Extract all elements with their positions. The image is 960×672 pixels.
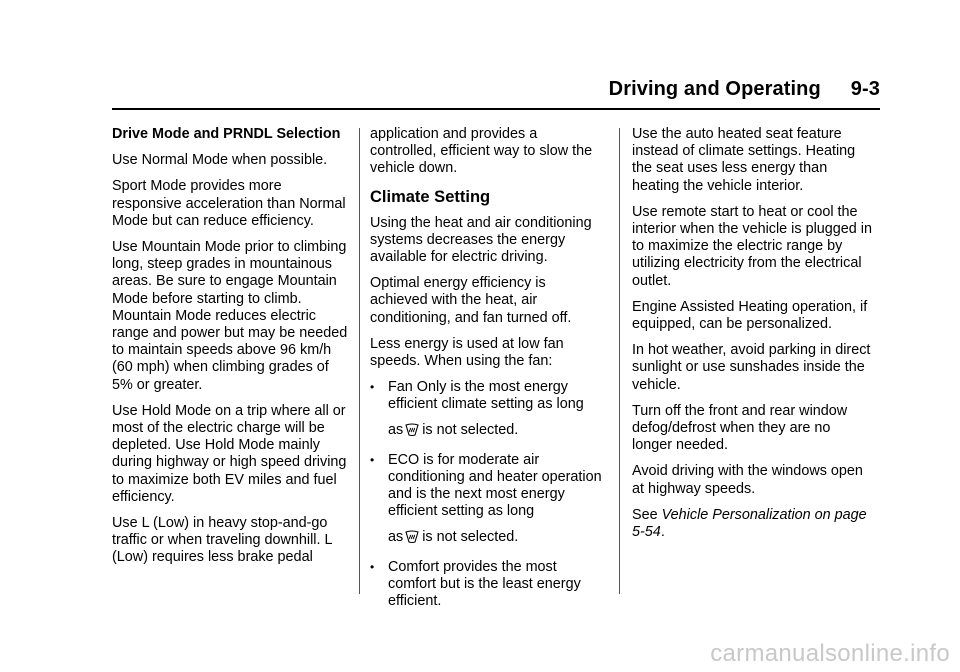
paragraph: Engine Assisted Heating operation, if equipped, can be personalized.	[632, 298, 868, 333]
paragraph: Use Mountain Mode prior to climbing long, steep grades in mountainous areas. Be sure to engage Mountain Mode before starting to climb. Mountain Mode reduces electric range and power but may be needed to maintain speeds above 96 km/h (60 mph) when climbing grades of 5% or greater.	[112, 239, 348, 393]
windshield-defrost-icon	[405, 423, 419, 442]
paragraph: Use remote start to heat or cool the interior when the vehicle is plugged in to maximize the electric range by utilizing electricity from the electrical outlet.	[632, 203, 872, 289]
paragraph: Use L (Low) in heavy stop-and-go traffic or when traveling downhill. L (Low) requires less brake pedal	[112, 515, 332, 566]
bullet: •	[370, 559, 375, 574]
column-1	[112, 126, 348, 576]
column-divider	[359, 128, 360, 594]
list-item: • Comfort provides the most comfort but is the least energy efficient.	[370, 558, 581, 610]
paragraph: In hot weather, avoid parking in direct sunlight or use sunshades inside the vehicle.	[632, 342, 871, 393]
bullet: •	[370, 380, 375, 395]
paragraph: application and provides a controlled, efficient way to slow the vehicle down.	[370, 126, 593, 177]
section-title: Driving and Operating	[608, 78, 821, 100]
paragraph: See Vehicle Personalization on page 5-54.	[632, 506, 867, 541]
watermark: carmanualsonline.info	[710, 640, 950, 667]
column-2	[370, 126, 606, 620]
page-number: 9-3	[850, 78, 880, 100]
header-rule	[112, 108, 880, 110]
paragraph: Optimal energy efficiency is achieved with the heat, air conditioning, and fan turned off.	[370, 275, 572, 326]
bullet: •	[370, 452, 375, 467]
fan-bullet-list	[370, 379, 606, 610]
paragraph: Sport Mode provides more responsive acceleration than Normal Mode but can reduce efficiency.	[112, 178, 346, 229]
paragraph: Use Hold Mode on a trip where all or most of the electric charge will be depleted. Use Hold Mode mainly during highway or high speed driving to maximize both EV miles and fuel efficiency.	[112, 402, 347, 505]
column-divider	[619, 128, 620, 594]
paragraph: Using the heat and air conditioning systems decreases the energy available for electric driving.	[370, 214, 592, 266]
subheading-drive-mode: Drive Mode and PRNDL Selection	[112, 126, 341, 142]
paragraph: Less energy is used at low fan speeds. When using the fan:	[370, 335, 564, 370]
paragraph: Turn off the front and rear window defog/defrost when they are no longer needed.	[632, 402, 848, 454]
paragraph: Use the auto heated seat feature instead of climate settings. Heating the seat uses less energy than heating the vehicle interior.	[632, 126, 856, 194]
windshield-defrost-icon	[405, 530, 419, 549]
page-header	[609, 78, 880, 101]
column-3	[632, 126, 872, 550]
paragraph: Use Normal Mode when possible.	[112, 152, 328, 169]
heading-climate-setting: Climate Setting	[370, 187, 491, 206]
list-item: • Fan Only is the most energy efficient climate setting as long as is not selected.	[370, 379, 606, 442]
list-item: • ECO is for moderate air conditioning and heater operation and is the next most energy efficient setting as long as is not selected.	[370, 452, 606, 549]
paragraph: Avoid driving with the windows open at highway speeds.	[632, 463, 863, 497]
cross-reference-link[interactable]: Vehicle Personalization on page 5-54	[632, 506, 867, 541]
